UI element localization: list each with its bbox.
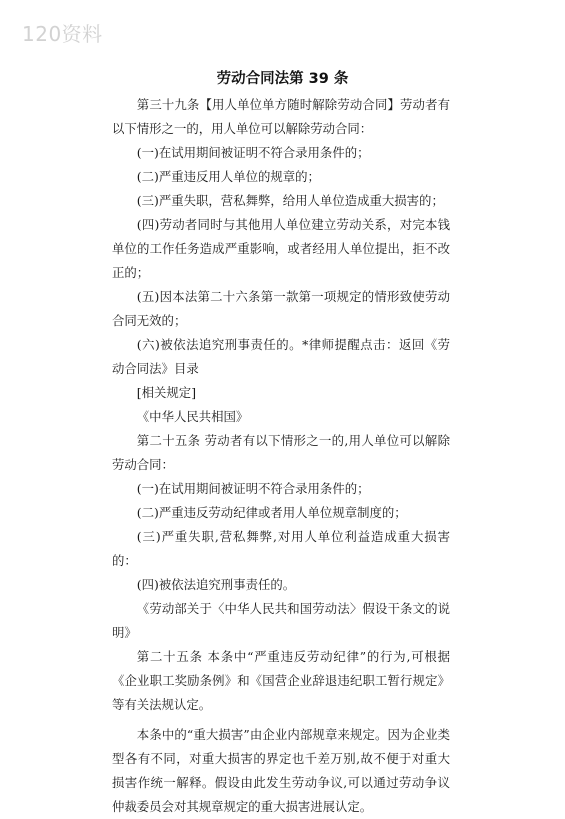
article-39-item-2: (二)严重违反用人单位的规章的； (136, 169, 320, 184)
document-body (112, 93, 450, 819)
watermark: 120资料 (22, 22, 103, 46)
article-39-item-1: (一)在试用期间被证明不符合录用条件的； (136, 145, 370, 160)
article-25-item-4: (四)被依法追究刑事责任的。 (136, 577, 296, 592)
explanation-paragraph-2: 本条中的“重大损害”由企业内部规章来规定。因为企业类型各有不同，对重大损害的界定也千差万别,故不便于对重大损害作统一解释。假设由此发生劳动争议,可以通过劳动争议仲裁委员会对其规章规定的重大损害进展认定。 (112, 727, 450, 814)
article-25-intro: 第二十五条 劳动者有以下情形之一的,用人单位可以解除劳动合同： (112, 433, 450, 472)
article-39-intro: 第三十九条【用人单位单方随时解除劳动合同】劳动者有以下情形之一的，用人单位可以解除劳动合同： (112, 97, 450, 136)
article-25-item-2: (二)严重违反劳动纪律或者用人单位规章制度的； (136, 505, 407, 520)
article-39-item-3: (三)严重失职，营私舞弊，给用人单位造成重大损害的； (136, 193, 444, 208)
article-39-item-4: (四)劳动者同时与其他用人单位建立劳动关系，对完本钱单位的工作任务造成严重影响，或者经用人单位提出，拒不改正的； (112, 217, 450, 280)
document-title: 劳动合同法第 39 条 (216, 71, 349, 87)
related-provisions-heading: [相关规定] (136, 385, 197, 400)
article-39-item-6: (六)被依法追究刑事责任的。*律师提醒点击：返回《劳动合同法》目录 (112, 337, 450, 376)
explanation-paragraph-1: 第二十五条 本条中“严重违反劳动纪律”的行为,可根据《企业职工奖励条例》和《国营企业辞退违纪职工暂行规定》等有关法规认定。 (112, 649, 450, 712)
ministry-explanation-title: 《劳动部关于〈中华人民共和国劳动法〉假设干条文的说明》 (112, 601, 450, 640)
law-title: 《中华人民共相国》 (136, 409, 249, 424)
article-25-item-1: (一)在试用期间被证明不符合录用条件的； (136, 481, 370, 496)
article-39-item-5: (五)因本法第二十六条第一款第一项规定的情形致使劳动合同无效的； (112, 289, 450, 328)
article-25-item-3: (三)严重失职,营私舞弊,对用人单位利益造成重大损害的： (112, 529, 450, 568)
